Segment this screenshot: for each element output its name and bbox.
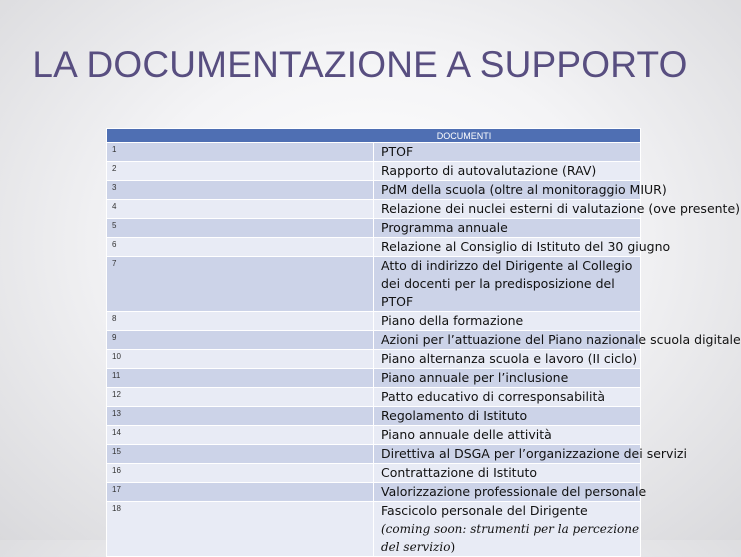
row-note-close: ) <box>450 540 456 554</box>
table-row <box>107 388 641 407</box>
row-text: Piano alternanza scuola e lavoro (II ciclo) <box>374 350 641 369</box>
row-text: Valorizzazione professionale del personale <box>374 483 641 502</box>
row-number: 1 <box>107 143 374 162</box>
row-text: Atto di indirizzo del Dirigente al Collegio dei docenti per la predisposizione del PTOF <box>381 258 633 309</box>
row-text: Fascicolo personale del Dirigente <box>381 503 588 518</box>
row-text: Patto educativo di corresponsabilità <box>374 388 641 407</box>
row-number: 3 <box>107 181 374 200</box>
row-number: 12 <box>107 388 374 407</box>
documents-table <box>106 128 741 557</box>
row-number: 17 <box>107 483 374 502</box>
row-number: 2 <box>107 162 374 181</box>
row-number: 10 <box>107 350 374 369</box>
table-row <box>107 238 641 257</box>
table-header <box>107 129 641 143</box>
row-text: Piano annuale delle attività <box>374 426 641 445</box>
slide-title: LA DOCUMENTAZIONE A SUPPORTO <box>32 44 688 85</box>
row-text: Relazione dei nuclei esterni di valutazione (ove presente) <box>374 200 641 219</box>
row-number: 5 <box>107 219 374 238</box>
row-number: 8 <box>107 312 374 331</box>
row-text: Piano della formazione <box>374 312 641 331</box>
row-note: (coming soon: strumenti per la percezione del servizio <box>381 522 640 554</box>
table-row <box>107 257 641 312</box>
row-number: 7 <box>107 257 374 312</box>
table-row <box>107 331 641 350</box>
table-row <box>107 369 641 388</box>
row-number: 11 <box>107 369 374 388</box>
row-number: 6 <box>107 238 374 257</box>
table-row <box>107 445 641 464</box>
row-number: 16 <box>107 464 374 483</box>
row-text: Regolamento di Istituto <box>374 407 641 426</box>
table-row <box>107 219 641 238</box>
table-row <box>107 407 641 426</box>
row-text: Contrattazione di Istituto <box>374 464 641 483</box>
row-text: Azioni per l’attuazione del Piano nazionale scuola digitale <box>374 331 641 350</box>
table-row <box>107 162 641 181</box>
row-text: PTOF <box>374 143 641 162</box>
row-number: 15 <box>107 445 374 464</box>
row-number: 9 <box>107 331 374 350</box>
row-text: Rapporto di autovalutazione (RAV) <box>374 162 641 181</box>
table-row <box>107 464 641 483</box>
table-row <box>107 502 641 557</box>
table-header-label: DOCUMENTI <box>436 130 492 141</box>
row-number: 13 <box>107 407 374 426</box>
table-row <box>107 200 641 219</box>
table-row <box>107 181 641 200</box>
row-number: 14 <box>107 426 374 445</box>
table-row <box>107 350 641 369</box>
table-row <box>107 143 641 162</box>
table-header-row <box>107 129 641 143</box>
table-row <box>107 483 641 502</box>
row-text: Direttiva al DSGA per l’organizzazione dei servizi <box>374 445 641 464</box>
table-row <box>107 312 641 331</box>
row-text: Programma annuale <box>374 219 641 238</box>
table-row <box>107 426 641 445</box>
row-number: 18 <box>107 502 374 557</box>
row-number: 4 <box>107 200 374 219</box>
row-text: Relazione al Consiglio di Istituto del 30 giugno <box>374 238 641 257</box>
row-text: Piano annuale per l’inclusione <box>374 369 641 388</box>
row-text: PdM della scuola (oltre al monitoraggio MIUR) <box>374 181 641 200</box>
